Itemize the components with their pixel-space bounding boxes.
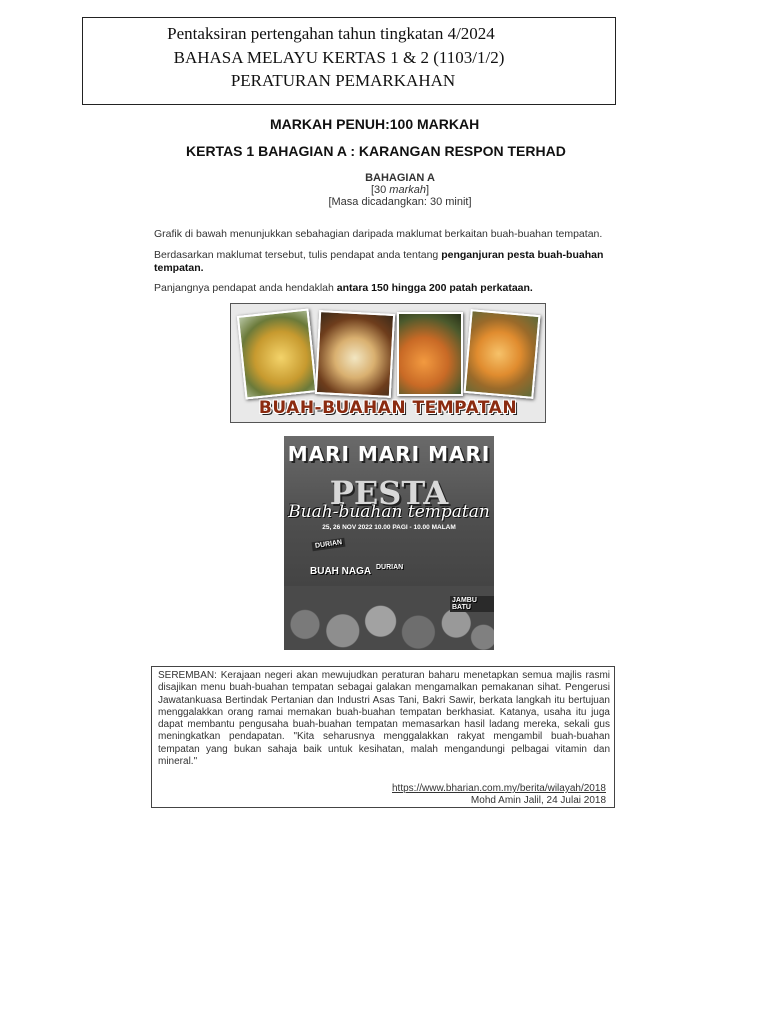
- papaya-photo: [397, 312, 463, 396]
- section-title: KERTAS 1 BAHAGIAN A : KARANGAN RESPON TERHAD: [186, 143, 566, 159]
- banner-caption: BUAH-BUAHAN TEMPATAN: [258, 398, 518, 418]
- question-header: [300, 172, 500, 208]
- header-box: [82, 17, 616, 105]
- poster-title: MARI MARI MARI: [287, 442, 491, 466]
- marks-label: [30 markah]: [370, 184, 430, 196]
- durian-photo: [315, 310, 395, 398]
- poster-tag: BUAH NAGA: [310, 566, 372, 577]
- full-marks-title: MARKAH PENUH:100 MARKAH: [270, 116, 480, 132]
- poster-subtitle: Buah-buahan tempatan: [288, 502, 490, 522]
- local-fruits-banner: [230, 303, 546, 423]
- header-doc-type: PERATURAN PEMARKAHAN: [230, 71, 456, 90]
- instruction-paragraph-2: Berdasarkan maklumat tersebut, tulis pendapat anda tentang penganjuran pesta buah-buahan tempatan.: [154, 249, 604, 274]
- poster-pesta: PESTA: [329, 474, 449, 512]
- header-exam-title: Pentaksiran pertengahan tahun tingkatan 4/2024: [167, 24, 495, 43]
- poster-tag: DURIAN: [376, 564, 404, 571]
- news-source-link[interactable]: https://www.bharian.com.my/berita/wilayah/2018: [392, 783, 606, 794]
- oranges-photo: [463, 309, 540, 399]
- instruction-paragraph-3: Panjangnya pendapat anda hendaklah antara 150 hingga 200 patah perkataan.: [154, 282, 533, 294]
- poster-tag: DURIAN: [312, 538, 346, 552]
- instruction-paragraph-1: Grafik di bawah menunjukkan sebahagian daripada maklumat berkaitan buah-buahan tempatan.: [154, 228, 603, 240]
- part-label: BAHAGIAN A: [365, 172, 435, 184]
- poster-tag: JAMBU BATU: [450, 596, 494, 612]
- header-subject: BAHASA MELAYU KERTAS 1 & 2 (1103/1/2): [173, 48, 505, 67]
- suggested-time: [Masa dicadangkan: 30 minit]: [328, 196, 472, 208]
- news-credit: Mohd Amin Jalil, 24 Julai 2018: [470, 795, 606, 806]
- pineapple-photo: [237, 308, 317, 399]
- festival-poster: [284, 436, 494, 650]
- poster-date: 25, 26 NOV 2022 10.00 PAGI - 10.00 MALAM: [322, 524, 456, 531]
- news-body: SEREMBAN: Kerajaan negeri akan mewujudkan peraturan baharu menetapkan semua majlis rasmi disajikan menu buah-buahan tempatan sebagai galakan mengamalkan pemakanan sihat. Pengerusi Jawatankuasa Bertindak Pertanian dan Industri Asas Tani, Bakri Sawir, berkata langkah itu bertujuan menggalakkan orang ramai memakan buah-buahan tempatan berkhasiat. Katanya, usaha itu juga dapat membantu pengusaha buah-buahan tempatan memasarkan hasil ladang mereka, sekali gus meningkatkan pendapatan. "Kita seharusnya menggalakkan rakyat mengambil buah-buahan tempatan yang bukan sahaja baik untuk kesihatan, malah mengandungi pelbagai vitamin dan mineral.": [158, 670, 610, 768]
- news-excerpt: [151, 666, 615, 808]
